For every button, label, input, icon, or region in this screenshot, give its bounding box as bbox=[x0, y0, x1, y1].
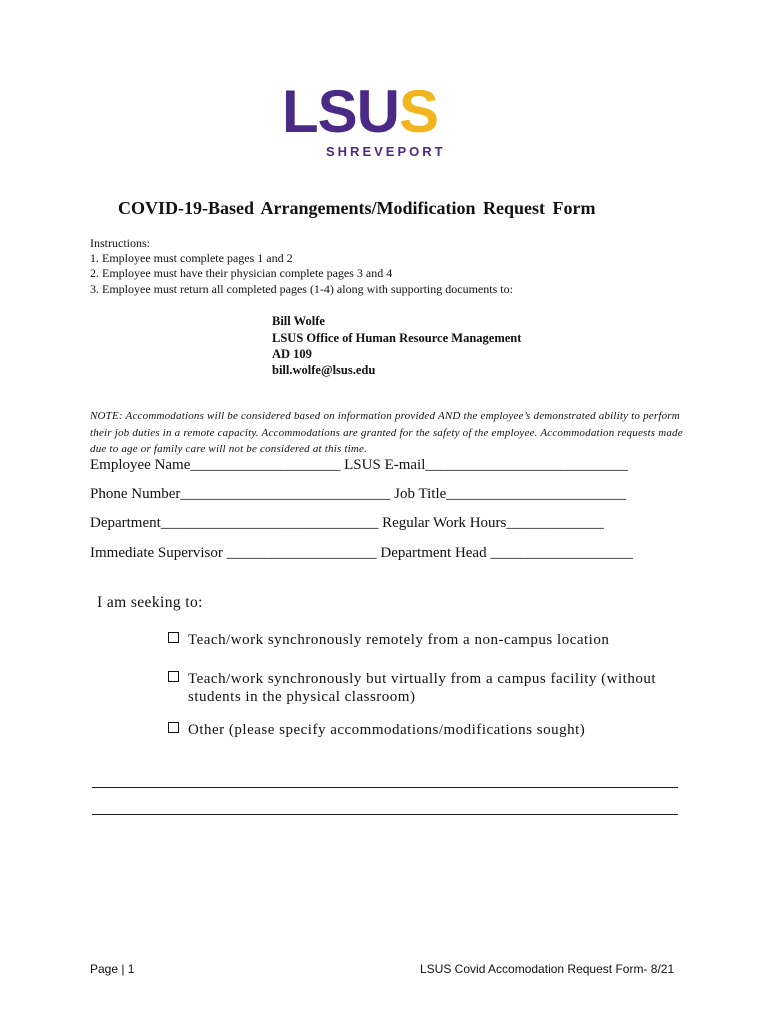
contact-office: LSUS Office of Human Resource Management bbox=[272, 331, 522, 345]
contact-email: bill.wolfe@lsus.edu bbox=[272, 363, 376, 377]
field-row bbox=[90, 545, 633, 562]
footer-doc-title: LSUS Covid Accomodation Request Form- 8/21 bbox=[420, 962, 675, 976]
field-row bbox=[90, 486, 626, 503]
logo-wordmark bbox=[282, 78, 439, 145]
work-hours-field[interactable]: _____________ bbox=[506, 515, 604, 531]
email-field[interactable]: ___________________________ bbox=[425, 457, 628, 473]
instructions-heading: Instructions: bbox=[90, 236, 150, 250]
logo-wordmark-gold: S bbox=[399, 78, 439, 145]
employee-name-label: Employee Name bbox=[90, 457, 191, 473]
instruction-item: 2. Employee must have their physician complete pages 3 and 4 bbox=[90, 266, 393, 280]
option-remote-checkbox[interactable] bbox=[168, 632, 179, 643]
option-other-label: Other (please specify accommodations/modifications sought) bbox=[188, 722, 586, 738]
department-field[interactable]: _____________________________ bbox=[160, 515, 379, 531]
accommodation-note: NOTE: Accommodations will be considered based on information provided AND the employee’s demonstrated ability to perform their job duties in a remote capacity. Accommodations are granted for the safety of the employee. Accommodation requests made due to age or family care will not be considered at this time. bbox=[90, 410, 683, 455]
logo-wordmark-purple: LSU bbox=[282, 78, 399, 145]
field-row bbox=[90, 515, 604, 532]
job-title-label: Job Title bbox=[394, 486, 447, 502]
option-campus-checkbox[interactable] bbox=[168, 671, 179, 682]
email-label: LSUS E-mail bbox=[344, 457, 426, 473]
department-label: Department bbox=[90, 515, 161, 531]
option-other-checkbox[interactable] bbox=[168, 722, 179, 733]
supervisor-label: Immediate Supervisor bbox=[90, 545, 223, 561]
dept-head-field[interactable]: ___________________ bbox=[490, 545, 633, 561]
phone-field[interactable]: ____________________________ bbox=[180, 486, 391, 502]
dept-head-label: Department Head bbox=[380, 545, 487, 561]
form-title: COVID-19-Based Arrangements/Modification Request Form bbox=[118, 198, 596, 218]
write-in-line[interactable] bbox=[92, 814, 678, 815]
employee-name-field[interactable]: ____________________ bbox=[190, 457, 341, 473]
option-remote-label: Teach/work synchronously remotely from a non-campus location bbox=[188, 632, 610, 648]
supervisor-field[interactable]: ____________________ bbox=[226, 545, 377, 561]
contact-room: AD 109 bbox=[272, 347, 312, 361]
instruction-item: 1. Employee must complete pages 1 and 2 bbox=[90, 251, 293, 265]
instruction-item: 3. Employee must return all completed pages (1-4) along with supporting documents to: bbox=[90, 282, 513, 296]
write-in-line[interactable] bbox=[92, 787, 678, 788]
seeking-heading: I am seeking to: bbox=[97, 594, 203, 611]
footer-page-number: Page | 1 bbox=[90, 962, 135, 976]
field-row bbox=[90, 457, 628, 474]
work-hours-label: Regular Work Hours bbox=[382, 515, 507, 531]
contact-name: Bill Wolfe bbox=[272, 314, 325, 328]
phone-label: Phone Number bbox=[90, 486, 181, 502]
option-campus-label: Teach/work synchronously but virtually from a campus facility (without bbox=[188, 671, 657, 687]
option-campus-label-cont: students in the physical classroom) bbox=[188, 689, 416, 705]
logo-subtitle: SHREVEPORT bbox=[326, 144, 446, 159]
job-title-field[interactable]: ________________________ bbox=[446, 486, 627, 502]
